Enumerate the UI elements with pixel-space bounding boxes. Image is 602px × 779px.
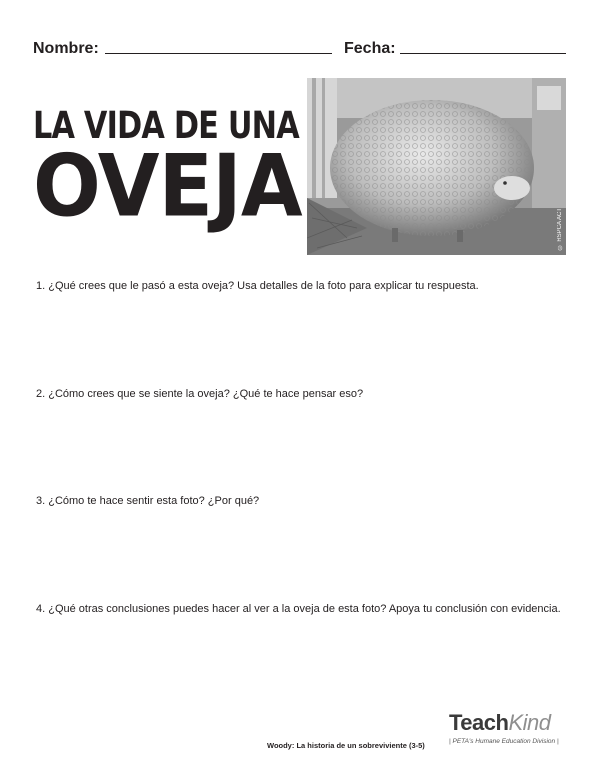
- worksheet-title-line2: OVEJA: [33, 136, 302, 236]
- date-label: Fecha:: [344, 40, 396, 57]
- question-3: 3. ¿Cómo te hace sentir esta foto? ¿Por qué?: [36, 495, 260, 507]
- question-2: 2. ¿Cómo crees que se siente la oveja? ¿Qué te hace pensar eso?: [36, 388, 364, 400]
- question-1: 1. ¿Qué crees que le pasó a esta oveja? Usa detalles de la foto para explicar tu respuesta.: [36, 280, 479, 292]
- teachkind-logo: [449, 710, 551, 736]
- photo-credit: © RSPCA ACT: [557, 207, 563, 249]
- logo-teach: Teach: [449, 710, 509, 735]
- date-line[interactable]: [400, 53, 566, 54]
- logo-subtitle: | PETA's Humane Education Division |: [449, 738, 559, 745]
- worksheet-title-line1: LA VIDA DE UNA: [33, 104, 299, 147]
- sheep-photo: [307, 78, 566, 255]
- name-line[interactable]: [105, 53, 332, 54]
- name-label: Nombre:: [33, 40, 99, 57]
- logo-kind: Kind: [508, 710, 551, 735]
- footer-story-title: Woody: La historia de un sobreviviente (3-5): [267, 741, 425, 750]
- question-4: 4. ¿Qué otras conclusiones puedes hacer al ver a la oveja de esta foto? Apoya tu conclusión con evidencia.: [36, 603, 561, 615]
